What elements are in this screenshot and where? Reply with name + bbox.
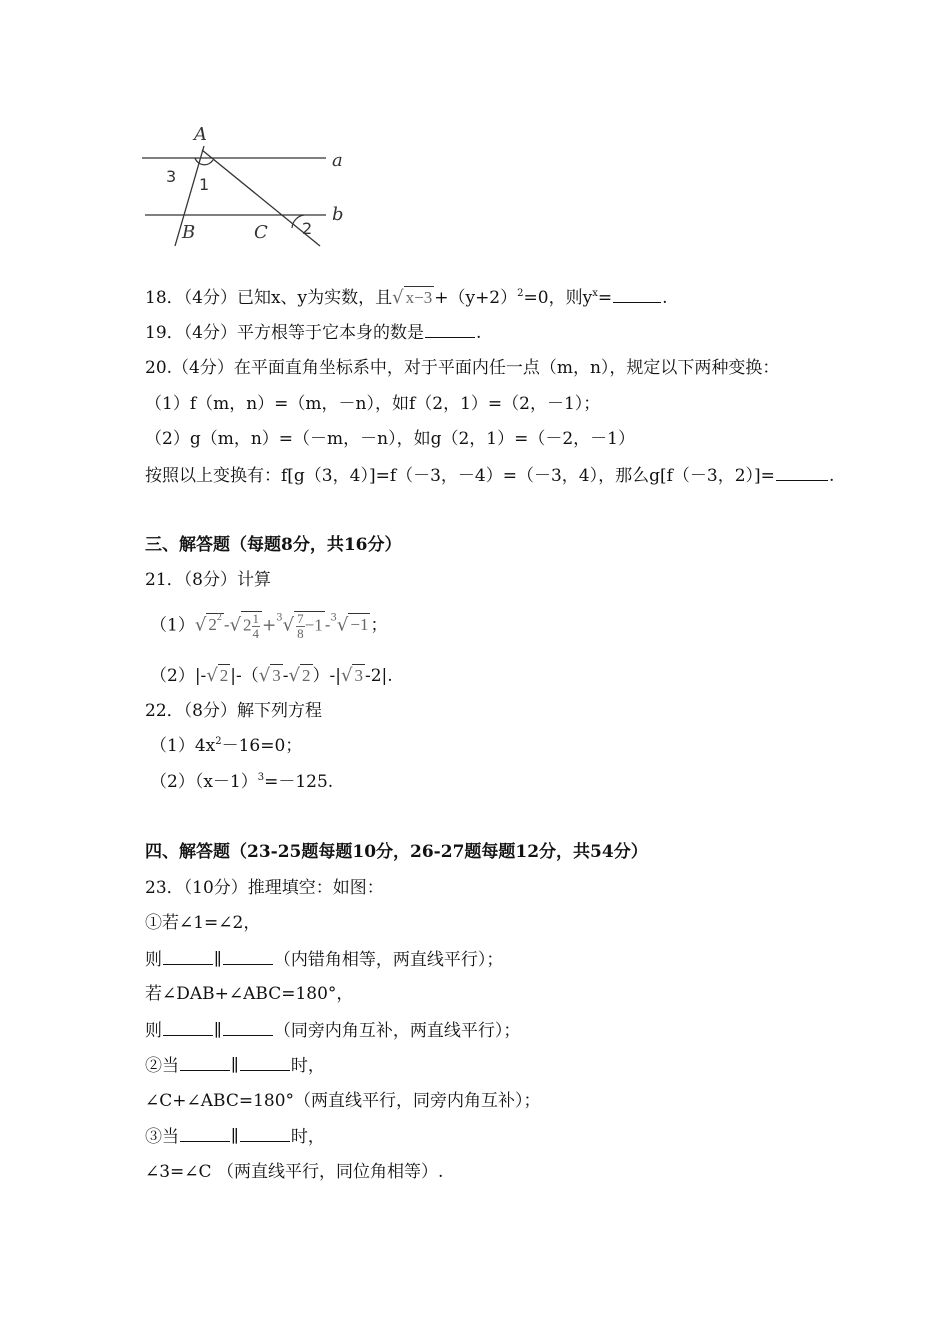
cube-root-icon: √ bbox=[336, 614, 349, 636]
sqrt-icon: √ bbox=[229, 614, 242, 636]
question-22-part1: $(1)4x^2-16=0$； bbox=[150, 736, 303, 756]
label-A: A bbox=[194, 124, 207, 145]
sqrt-icon: √ bbox=[392, 287, 404, 308]
cube-root-icon: √ bbox=[282, 614, 295, 636]
question-21-part1: （1）√ $2^2$ -√ 2 $\frac{1}{4}$ +$^3$√ $\frac{7}{8}$ −1 -$^3$√ −1 ； bbox=[150, 611, 388, 641]
label-2: 2 bbox=[302, 219, 313, 238]
answer-blank[interactable] bbox=[180, 1125, 230, 1142]
question-20-line1: 20.（4分）在平面直角坐标系中，对于平面内任一点（m，n），规定以下两种变换： bbox=[145, 358, 780, 378]
question-23-l6: ∠C+∠ABC=180°（两直线平行，同旁内角互补）； bbox=[145, 1091, 541, 1111]
question-19: 19．（4分）平方根等于它本身的数是 . bbox=[145, 323, 482, 343]
angle-1-arc bbox=[195, 158, 213, 165]
question-23-head: 23．（10分）推理填空：如图： bbox=[145, 878, 384, 898]
question-23-l4: 则 ∥ （同旁内角互补，两直线平行）； bbox=[145, 1021, 521, 1041]
answer-blank[interactable] bbox=[163, 948, 213, 965]
section-3-title: 三、解答题（每题8分，共16分） bbox=[145, 535, 402, 555]
answer-blank[interactable] bbox=[240, 1125, 290, 1142]
sqrt-icon: √ bbox=[258, 665, 271, 686]
fraction: $\frac{7}{8}$ bbox=[297, 611, 304, 641]
question-20-line4: 按照以上变换有：f[g（3，4）]=f（－3，－4）=（－3，4），那么g[f（－3，2）]= . bbox=[145, 466, 835, 486]
geometry-figure bbox=[130, 118, 360, 258]
section-4-title: 四、解答题（23-25题每题10分，26-27题每题12分，共54分） bbox=[145, 842, 648, 862]
question-20-line3: （2）g（m，n）=（－m，－n），如g（2，1）=（－2，－1） bbox=[145, 429, 635, 449]
sqrt-icon: √ bbox=[206, 665, 218, 686]
question-20-line2: （1）f（m，n）=（m，－n），如f（2，1）=（2，－1）； bbox=[145, 394, 601, 414]
answer-blank[interactable] bbox=[613, 286, 661, 303]
question-21-head: 21．（8分）计算 bbox=[145, 570, 271, 590]
sqrt-icon: √ bbox=[194, 614, 207, 636]
answer-blank[interactable] bbox=[223, 948, 273, 965]
radicand: x−3 bbox=[405, 288, 433, 307]
label-a: a bbox=[332, 150, 343, 171]
label-1: 1 bbox=[199, 175, 210, 194]
label-C: C bbox=[254, 222, 268, 243]
answer-blank[interactable] bbox=[425, 321, 475, 338]
label-b: b bbox=[332, 204, 344, 225]
sqrt-icon: √ bbox=[340, 665, 353, 686]
answer-blank[interactable] bbox=[180, 1054, 230, 1071]
question-23-l5: ②当 ∥ 时， bbox=[145, 1056, 325, 1076]
question-23-l3: 若∠DAB+∠ABC=180°， bbox=[145, 984, 354, 1004]
answer-blank[interactable] bbox=[163, 1019, 213, 1036]
question-22-part2: $(2)(x-1)^3=-125$. bbox=[150, 772, 334, 792]
label-B: B bbox=[182, 222, 196, 243]
sqrt-icon: √ bbox=[288, 665, 300, 686]
fraction: $\frac{1}{4}$ bbox=[252, 611, 260, 641]
question-23-l8: ∠3=∠C （两直线平行，同位角相等）. bbox=[145, 1162, 444, 1182]
answer-blank[interactable] bbox=[223, 1019, 273, 1036]
label-3: 3 bbox=[166, 167, 177, 186]
question-23-l1: ①若∠1=∠2， bbox=[145, 913, 261, 933]
answer-blank[interactable] bbox=[776, 464, 828, 481]
question-22-head: 22．（8分）解下列方程 bbox=[145, 701, 322, 721]
question-21-part2: （2）|-√ 2 |-（√ 3 -√ 2 ）-|√ 3 -2|. bbox=[150, 665, 393, 686]
answer-blank[interactable] bbox=[240, 1054, 290, 1071]
question-23-l7: ③当 ∥ 时， bbox=[145, 1127, 325, 1147]
question-23-l2: 则 ∥ （内错角相等，两直线平行）； bbox=[145, 950, 504, 970]
question-18: 18．（4分）已知x、y为实数，且√ $x-3 +(y+2)^2=0$，则$y^x=$ . bbox=[145, 287, 668, 308]
